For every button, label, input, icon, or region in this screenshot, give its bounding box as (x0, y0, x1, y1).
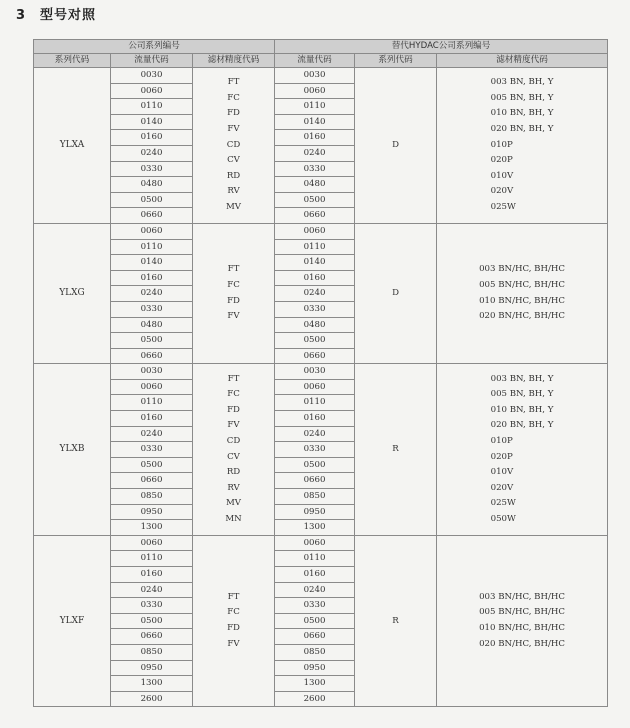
hydac-flow-code-cell: 1300 (275, 676, 355, 692)
filter-precision-code: FC (227, 389, 240, 400)
hydac-flow-code-cell: 0500 (275, 613, 355, 629)
hydac-flow-code-cell: 0850 (275, 489, 355, 505)
flow-code-cell: 0240 (111, 145, 193, 161)
flow-code-cell: 0240 (111, 286, 193, 302)
filter-precision-code: FC (227, 280, 240, 291)
hydac-media-code: 020P (490, 155, 513, 166)
hydac-flow-code-cell: 0160 (275, 411, 355, 427)
flow-code-cell: 0240 (111, 582, 193, 598)
flow-code-cell: 0330 (111, 161, 193, 177)
hydac-flow-code-cell: 0110 (275, 99, 355, 115)
flow-code-cell: 0480 (111, 317, 193, 333)
hydac-flow-code-cell: 0160 (275, 567, 355, 583)
hydac-media-code: 020P (490, 451, 513, 462)
hydac-flow-code-cell: 0480 (275, 317, 355, 333)
column-header-row (34, 54, 608, 68)
flow-code-cell: 0060 (111, 83, 193, 99)
hydac-media-code: 020 BN/HC, BH/HC (479, 638, 565, 649)
flow-code-cell: 0330 (111, 598, 193, 614)
hydac-series-code-cell: D (355, 223, 437, 363)
table-row (34, 68, 608, 84)
hydac-flow-code-cell: 0140 (275, 255, 355, 271)
flow-code-cell: 0500 (111, 457, 193, 473)
hydac-series-code-header: 系列代码 (355, 54, 437, 68)
hydac-media-code: 020 BN, BH, Y (490, 420, 554, 431)
hydac-media-code: 010 BN/HC, BH/HC (479, 623, 565, 634)
flow-code-cell: 0160 (111, 270, 193, 286)
table-row (34, 535, 608, 551)
hydac-media-code: 010 BN, BH, Y (490, 108, 554, 119)
flow-code-cell: 0030 (111, 364, 193, 380)
flow-code-cell: 0060 (111, 535, 193, 551)
filter-precision-cell (193, 535, 275, 707)
series-code-cell: YLXF (34, 535, 111, 707)
hydac-media-code: 025W (490, 498, 516, 509)
flow-code-cell: 0480 (111, 177, 193, 193)
filter-precision-code: FD (227, 295, 240, 306)
series-code-cell: YLXG (34, 223, 111, 363)
flow-code-cell: 0950 (111, 504, 193, 520)
hydac-flow-code-cell: 0660 (275, 629, 355, 645)
filter-precision-code: RV (227, 482, 240, 493)
hydac-media-code-cell (437, 68, 608, 224)
filter-precision-code: FD (227, 623, 240, 634)
hydac-media-code: 003 BN, BH, Y (490, 77, 554, 88)
hydac-media-code-cell (437, 535, 608, 707)
hydac-media-code: 003 BN/HC, BH/HC (479, 591, 565, 602)
hydac-flow-code-cell: 0500 (275, 333, 355, 349)
flow-code-cell: 0660 (111, 348, 193, 364)
hydac-media-code: 010V (490, 467, 514, 478)
hydac-flow-code-cell: 0330 (275, 301, 355, 317)
hydac-flow-code-cell: 0060 (275, 223, 355, 239)
flow-code-cell: 0660 (111, 473, 193, 489)
filter-precision-code: CD (226, 139, 241, 150)
hydac-media-code: 050W (490, 513, 516, 524)
hydac-flow-code-cell: 0240 (275, 286, 355, 302)
hydac-media-code: 010P (490, 139, 513, 150)
filter-precision-cell (193, 68, 275, 224)
filter-precision-code: FT (227, 591, 240, 602)
flow-code-cell: 0160 (111, 411, 193, 427)
hydac-flow-code-cell: 0660 (275, 348, 355, 364)
filter-precision-code: MV (226, 498, 242, 509)
model-cross-reference-table (33, 39, 608, 707)
table-row (34, 364, 608, 380)
flow-code-cell: 0110 (111, 239, 193, 255)
hydac-flow-code-cell: 0160 (275, 130, 355, 146)
hydac-flow-code-cell: 0140 (275, 114, 355, 130)
hydac-flow-code-cell: 0480 (275, 177, 355, 193)
filter-precision-code: RV (227, 186, 240, 197)
flow-code-cell: 0110 (111, 99, 193, 115)
hydac-flow-code-cell: 0240 (275, 145, 355, 161)
hydac-flow-code-cell: 0060 (275, 535, 355, 551)
hydac-media-code-cell (437, 364, 608, 536)
series-code-header: 系列代码 (34, 54, 111, 68)
hydac-media-code-header: 滤材精度代码 (437, 54, 608, 68)
flow-code-cell: 0500 (111, 192, 193, 208)
flow-code-cell: 0060 (111, 379, 193, 395)
filter-precision-code: FV (227, 124, 240, 135)
filter-precision-code: CD (226, 435, 241, 446)
flow-code-cell: 0160 (111, 130, 193, 146)
hydac-flow-code-cell: 1300 (275, 520, 355, 536)
filter-precision-header: 滤材精度代码 (193, 54, 275, 68)
flow-code-cell: 0850 (111, 644, 193, 660)
hydac-flow-code-cell: 0110 (275, 395, 355, 411)
table-body (34, 68, 608, 707)
hydac-series-code-cell: R (355, 535, 437, 707)
series-code-cell: YLXA (34, 68, 111, 224)
hydac-media-code: 020V (490, 186, 514, 197)
flow-code-header: 流量代码 (111, 54, 193, 68)
filter-precision-code: MV (226, 202, 242, 213)
flow-code-cell: 1300 (111, 676, 193, 692)
hydac-media-code: 005 BN, BH, Y (490, 389, 554, 400)
filter-precision-code: FV (227, 638, 240, 649)
hydac-flow-code-cell: 0660 (275, 208, 355, 224)
hydac-flow-code-cell: 0160 (275, 270, 355, 286)
hydac-flow-code-cell: 0060 (275, 83, 355, 99)
filter-precision-code: FV (227, 311, 240, 322)
hydac-media-code: 010 BN, BH, Y (490, 404, 554, 415)
flow-code-cell: 0660 (111, 629, 193, 645)
hydac-series-code-cell: D (355, 68, 437, 224)
hydac-flow-code-cell: 0330 (275, 598, 355, 614)
hydac-flow-code-cell: 0110 (275, 239, 355, 255)
filter-precision-code: FC (227, 607, 240, 618)
hydac-media-code: 020 BN, BH, Y (490, 124, 554, 135)
hydac-flow-code-cell: 0330 (275, 442, 355, 458)
hydac-flow-code-cell: 0030 (275, 364, 355, 380)
filter-precision-code: CV (227, 155, 240, 166)
hydac-flow-code-cell: 0060 (275, 379, 355, 395)
flow-code-cell: 0110 (111, 551, 193, 567)
hydac-media-code-cell (437, 223, 608, 363)
filter-precision-cell (193, 223, 275, 363)
table-row (34, 223, 608, 239)
group-header-row (34, 40, 608, 54)
hydac-media-code: 020V (490, 482, 514, 493)
flow-code-cell: 0110 (111, 395, 193, 411)
hydac-flow-code-cell: 0950 (275, 504, 355, 520)
hydac-media-code: 010P (490, 435, 513, 446)
filter-precision-code: FV (227, 420, 240, 431)
filter-precision-code: FD (227, 404, 240, 415)
flow-code-cell: 0330 (111, 301, 193, 317)
hydac-flow-code-cell: 0850 (275, 644, 355, 660)
series-code-cell: YLXB (34, 364, 111, 536)
filter-precision-code: RD (226, 170, 241, 181)
hydac-media-code: 010 BN/HC, BH/HC (479, 295, 565, 306)
flow-code-cell: 0030 (111, 68, 193, 84)
filter-precision-code: FC (227, 92, 240, 103)
hydac-media-code: 005 BN/HC, BH/HC (479, 607, 565, 618)
hydac-media-code: 020 BN/HC, BH/HC (479, 311, 565, 322)
section-number: 3 (16, 8, 27, 23)
filter-precision-cell (193, 364, 275, 536)
flow-code-cell: 0500 (111, 333, 193, 349)
filter-precision-code: RD (226, 467, 241, 478)
filter-precision-code: FT (227, 373, 240, 384)
hydac-flow-code-cell: 0240 (275, 426, 355, 442)
flow-code-cell: 0950 (111, 660, 193, 676)
company-series-header: 公司系列编号 (34, 40, 275, 54)
hydac-flow-code-cell: 0950 (275, 660, 355, 676)
filter-precision-code: FT (227, 77, 240, 88)
section-heading (16, 4, 96, 23)
hydac-flow-code-cell: 0500 (275, 192, 355, 208)
hydac-series-code-cell: R (355, 364, 437, 536)
flow-code-cell: 0660 (111, 208, 193, 224)
hydac-flow-code-cell: 2600 (275, 691, 355, 707)
flow-code-cell: 0850 (111, 489, 193, 505)
section-title: 型号对照 (40, 8, 97, 23)
flow-code-cell: 2600 (111, 691, 193, 707)
flow-code-cell: 0140 (111, 255, 193, 271)
hydac-flow-code-cell: 0110 (275, 551, 355, 567)
hydac-media-code: 003 BN/HC, BH/HC (479, 264, 565, 275)
hydac-flow-code-cell: 0500 (275, 457, 355, 473)
hydac-flow-code-cell: 0330 (275, 161, 355, 177)
flow-code-cell: 0240 (111, 426, 193, 442)
flow-code-cell: 0160 (111, 567, 193, 583)
hydac-replacement-header: 替代HYDAC公司系列编号 (275, 40, 608, 54)
flow-code-cell: 1300 (111, 520, 193, 536)
flow-code-cell: 0060 (111, 223, 193, 239)
flow-code-cell: 0140 (111, 114, 193, 130)
flow-code-cell: 0500 (111, 613, 193, 629)
filter-precision-code: FD (227, 108, 240, 119)
hydac-media-code: 003 BN, BH, Y (490, 373, 554, 384)
filter-precision-code: MN (225, 513, 242, 524)
hydac-media-code: 010V (490, 170, 514, 181)
hydac-flow-code-header: 流量代码 (275, 54, 355, 68)
hydac-flow-code-cell: 0660 (275, 473, 355, 489)
filter-precision-code: CV (227, 451, 240, 462)
flow-code-cell: 0330 (111, 442, 193, 458)
hydac-flow-code-cell: 0240 (275, 582, 355, 598)
hydac-media-code: 025W (490, 202, 516, 213)
filter-precision-code: FT (227, 264, 240, 275)
hydac-flow-code-cell: 0030 (275, 68, 355, 84)
hydac-media-code: 005 BN, BH, Y (490, 92, 554, 103)
hydac-media-code: 005 BN/HC, BH/HC (479, 280, 565, 291)
